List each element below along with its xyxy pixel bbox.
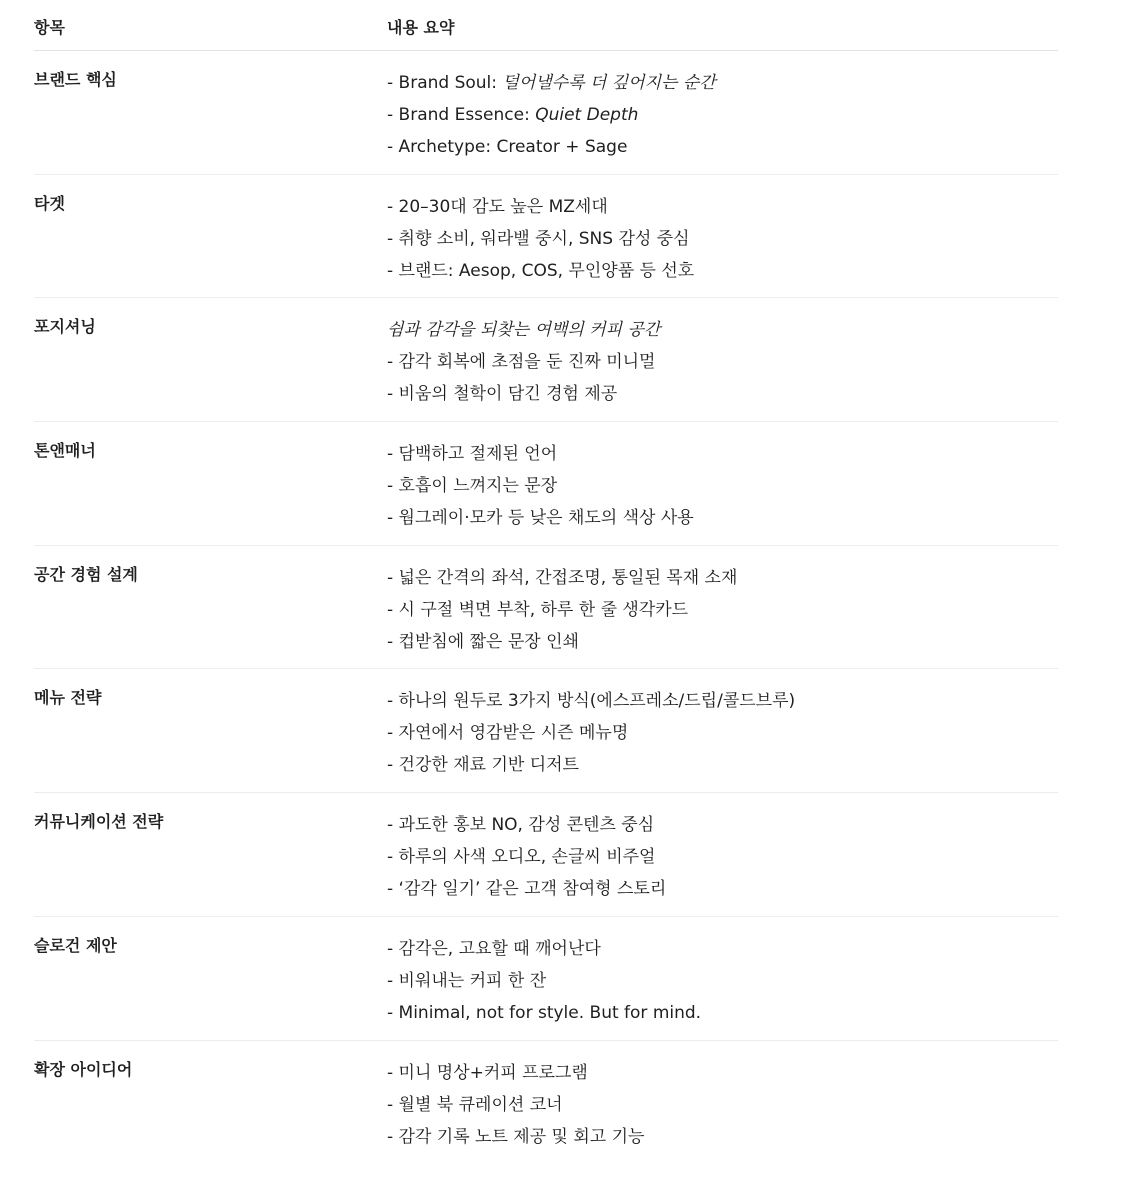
- row-item-label: 커뮤니케이션 전략: [34, 812, 164, 832]
- summary-line-text: - 과도한 홍보 NO, 감성 콘텐츠 중심: [387, 815, 655, 836]
- summary-line-text: - 감각 기록 노트 제공 및 회고 기능: [387, 1126, 645, 1147]
- row-item-label: 확장 아이디어: [34, 1059, 133, 1079]
- summary-line-text: - 호흡이 느껴지는 문장: [387, 476, 558, 497]
- summary-line-text: - 시 구절 벽면 부착, 하루 한 줄 생각카드: [387, 599, 689, 620]
- summary-line-text: - 취향 소비, 워라밸 중시, SNS 감성 중심: [387, 228, 690, 249]
- summary-line: [387, 562, 1058, 594]
- table-row: [34, 175, 1058, 299]
- summary-line-emphasis: 쉼과 감각을 되찾는 여백의 커피 공간: [387, 320, 661, 341]
- table-row: [34, 1041, 1058, 1165]
- summary-line: [387, 131, 1058, 163]
- row-summary: [387, 175, 1058, 298]
- table-body: [34, 51, 1058, 1164]
- summary-line-text: - 감각은, 고요할 때 깨어난다: [387, 938, 601, 959]
- summary-line: [387, 997, 1058, 1029]
- row-summary: [387, 669, 1058, 792]
- summary-line-text: - 비워내는 커피 한 잔: [387, 970, 547, 991]
- summary-line: [387, 223, 1058, 255]
- summary-line: [387, 438, 1058, 470]
- summary-line-text: - 감각 회복에 초점을 둔 진짜 미니멀: [387, 352, 656, 373]
- row-item-label: 메뉴 전략: [34, 688, 102, 708]
- summary-line: [387, 933, 1058, 965]
- summary-line: [387, 685, 1058, 717]
- summary-line-text: - Brand Essence:: [387, 105, 536, 125]
- summary-line: [387, 626, 1058, 658]
- header-item: 항목: [34, 18, 65, 37]
- table-row: [34, 793, 1058, 917]
- summary-line: [387, 99, 1058, 131]
- summary-line: [387, 191, 1058, 223]
- row-summary: [387, 917, 1058, 1040]
- summary-line: [387, 1089, 1058, 1121]
- summary-line-text: - 웜그레이·모카 등 낮은 채도의 색상 사용: [387, 508, 694, 529]
- header-summary: 내용 요약: [387, 18, 455, 37]
- row-summary: [387, 1041, 1058, 1165]
- row-summary: [387, 793, 1058, 916]
- summary-line: [387, 314, 1058, 346]
- table-row: [34, 51, 1058, 175]
- summary-line-text: - 자연에서 영감받은 시즌 메뉴명: [387, 723, 629, 744]
- table-row: [34, 917, 1058, 1041]
- summary-line: [387, 873, 1058, 905]
- summary-line-emphasis: 덜어낼수록 더 깊어지는 순간: [502, 73, 716, 93]
- row-item-label: 슬로건 제안: [34, 935, 117, 955]
- table-row: [34, 298, 1058, 422]
- summary-line: [387, 1121, 1058, 1153]
- summary-line: [387, 809, 1058, 841]
- summary-line: [387, 1057, 1058, 1089]
- summary-line: [387, 965, 1058, 997]
- summary-line-text: - 브랜드: Aesop, COS, 무인양품 등 선호: [387, 260, 695, 281]
- table-row: [34, 546, 1058, 670]
- summary-line-text: - ‘감각 일기’ 같은 고객 참여형 스토리: [387, 879, 667, 900]
- row-summary: [387, 546, 1058, 669]
- row-item-label: 공간 경험 설계: [34, 564, 138, 584]
- summary-line-text: - 20–30대 감도 높은 MZ세대: [387, 196, 608, 217]
- summary-line-emphasis: Quiet Depth: [535, 105, 639, 125]
- table-row: [34, 422, 1058, 546]
- summary-line: [387, 255, 1058, 287]
- summary-line-text: - 컵받침에 짧은 문장 인쇄: [387, 631, 579, 652]
- summary-line-text: - 월별 북 큐레이션 코너: [387, 1094, 563, 1115]
- row-item-label: 타겟: [34, 193, 65, 213]
- summary-line: [387, 378, 1058, 410]
- summary-line-text: - 담백하고 절제된 언어: [387, 444, 558, 465]
- summary-line: [387, 502, 1058, 534]
- summary-line-text: - 넓은 간격의 좌석, 간접조명, 통일된 목재 소재: [387, 567, 738, 588]
- row-summary: [387, 422, 1058, 545]
- summary-line: [387, 594, 1058, 626]
- summary-line: [387, 470, 1058, 502]
- row-item-label: 톤앤매너: [34, 441, 96, 461]
- summary-line: [387, 67, 1058, 99]
- summary-line: [387, 841, 1058, 873]
- summary-line-text: - Archetype: Creator + Sage: [387, 137, 628, 157]
- summary-line: [387, 346, 1058, 378]
- summary-line-text: - Brand Soul:: [387, 73, 503, 93]
- summary-line-text: - 하루의 사색 오디오, 손글씨 비주얼: [387, 847, 656, 868]
- row-summary: [387, 51, 1058, 174]
- summary-line-text: - 건강한 재료 기반 디저트: [387, 755, 579, 776]
- row-item-label: 브랜드 핵심: [34, 70, 117, 89]
- row-summary: [387, 298, 1058, 421]
- summary-line-text: - 하나의 원두로 3가지 방식(에스프레소/드립/콜드브루): [387, 691, 796, 712]
- table-row: [34, 669, 1058, 793]
- summary-line-text: - 미니 명상+커피 프로그램: [387, 1062, 588, 1083]
- table-header: [34, 0, 1058, 51]
- row-item-label: 포지셔닝: [34, 317, 96, 337]
- summary-line: [387, 749, 1058, 781]
- summary-line: [387, 717, 1058, 749]
- summary-line-text: - Minimal, not for style. But for mind.: [387, 1002, 702, 1023]
- summary-line-text: - 비움의 철학이 담긴 경험 제공: [387, 384, 618, 405]
- summary-table: [34, 0, 1058, 1164]
